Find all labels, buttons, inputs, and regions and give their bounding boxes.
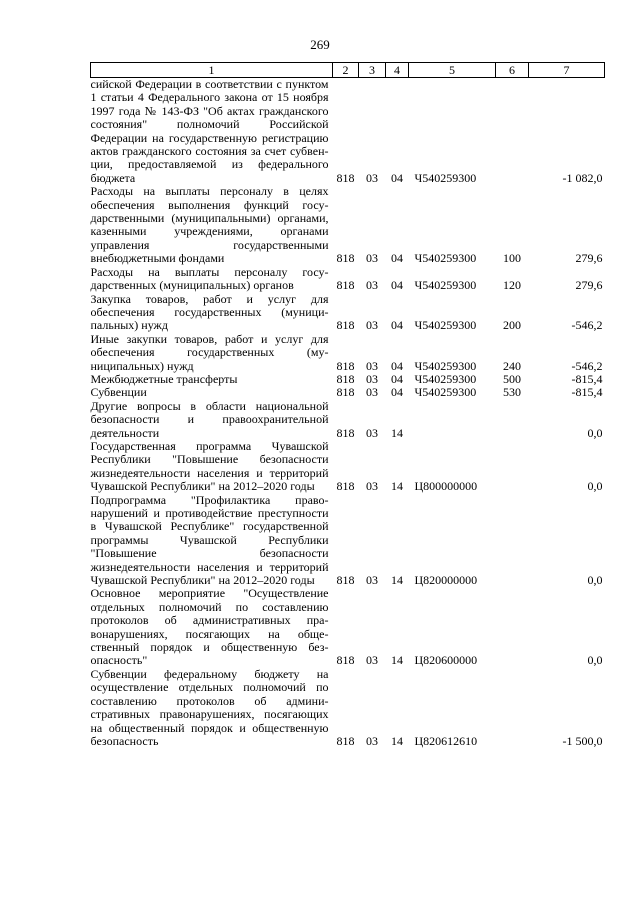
- row-ministry-code: 818: [336, 251, 355, 266]
- row-target-code: Ц820612610: [414, 733, 478, 748]
- row-section-code: 03: [366, 318, 378, 333]
- row-expense-type: 500: [503, 371, 521, 386]
- row-expense-type: 240: [503, 358, 521, 373]
- row-expense-type: 530: [503, 385, 521, 400]
- table-row: [91, 185, 605, 265]
- header-row: [91, 63, 605, 78]
- row-expense-type: [496, 587, 529, 667]
- row-subsection-code: 14: [391, 573, 403, 588]
- row-subsection-code: 14: [391, 479, 403, 494]
- row-subsection-code: 04: [391, 170, 403, 185]
- row-section-code: 03: [366, 278, 378, 293]
- row-section-code: 03: [366, 170, 378, 185]
- row-target-code: Ц820000000: [414, 573, 478, 588]
- row-section-code: 03: [366, 371, 378, 386]
- row-section-code: 03: [366, 653, 378, 668]
- header-col-6: 6: [496, 63, 529, 78]
- row-subsection-code: 04: [391, 318, 403, 333]
- table-row: [91, 386, 605, 399]
- row-amount: 0,0: [587, 573, 603, 588]
- row-subsection-code: 14: [391, 425, 403, 440]
- row-target-code: Ч540259300: [414, 251, 477, 266]
- row-expense-type: 100: [503, 251, 521, 266]
- row-ministry-code: 818: [336, 573, 355, 588]
- row-amount: 0,0: [587, 653, 603, 668]
- row-expense-type: [496, 78, 529, 186]
- row-target-code: Ч540259300: [414, 385, 477, 400]
- row-ministry-code: 818: [336, 371, 355, 386]
- row-ministry-code: 818: [336, 358, 355, 373]
- table-row: [91, 266, 605, 293]
- row-target-code: Ц820600000: [414, 653, 478, 668]
- row-expense-type: [496, 400, 529, 440]
- row-expense-type: 200: [503, 318, 521, 333]
- row-name: Субвенции федеральному бюджету на осуществление отдельных полномочий по составлению протоколов об административных правонарушениях, посягающих на общественный порядок и общественную безопасность: [90, 666, 329, 748]
- table-row: [91, 400, 605, 440]
- row-expense-type: 120: [503, 278, 521, 293]
- row-name: Подпрограмма "Профилактика правонарушений и противодействие преступности в Чувашской Республике" государственной программы Чувашской Республики "Повышение безопасности жизнедеятельности населения и территорий Чувашской Республики" на 2012–2020 годы: [90, 492, 329, 588]
- table-row: [91, 668, 605, 748]
- row-amount: 279,6: [575, 251, 603, 266]
- row-target-code: Ч540259300: [414, 170, 477, 185]
- row-amount: 0,0: [587, 479, 603, 494]
- row-ministry-code: 818: [336, 653, 355, 668]
- table-header: [91, 63, 605, 78]
- row-amount: 279,6: [575, 278, 603, 293]
- header-col-2: 2: [333, 63, 359, 78]
- row-name: Субвенции: [90, 385, 147, 400]
- row-expense-type: [496, 668, 529, 748]
- row-name: Межбюджетные трансферты: [90, 371, 238, 386]
- row-name: Расходы на выплаты персоналу в целях обеспечения выполнения функций государственными (муниципальными) органами, казенными учреждениями, органами управления государственными внебюджетными фондами: [90, 184, 329, 266]
- row-section-code: 03: [366, 385, 378, 400]
- row-ministry-code: 818: [336, 425, 355, 440]
- row-section-code: 03: [366, 425, 378, 440]
- row-subsection-code: 04: [391, 371, 403, 386]
- row-ministry-code: 818: [336, 278, 355, 293]
- table-body: [91, 78, 605, 749]
- row-section-code: 03: [366, 573, 378, 588]
- row-ministry-code: 818: [336, 170, 355, 185]
- row-expense-type: [496, 494, 529, 588]
- row-subsection-code: 14: [391, 733, 403, 748]
- row-expense-type: [496, 440, 529, 494]
- budget-table: [90, 62, 605, 748]
- row-subsection-code: 04: [391, 358, 403, 373]
- table-row: [91, 373, 605, 386]
- page-number: 269: [310, 37, 330, 52]
- row-ministry-code: 818: [336, 479, 355, 494]
- row-ministry-code: 818: [336, 733, 355, 748]
- table-row: [91, 587, 605, 667]
- row-amount: -815,4: [571, 385, 603, 400]
- row-amount: -815,4: [571, 371, 603, 386]
- row-ministry-code: 818: [336, 318, 355, 333]
- row-name: Государственная программа Чувашской Республики "Повышение безопасности жизнедеятельности населения и территорий Чувашской Республики" на 2012–2020 годы: [90, 438, 329, 494]
- row-amount: -1 500,0: [562, 733, 603, 748]
- table-row: [91, 440, 605, 494]
- row-section-code: 03: [366, 358, 378, 373]
- row-name: Другие вопросы в области национальной безопасности и правоохранительной деятельности: [90, 398, 329, 440]
- row-target-code: Ч540259300: [414, 371, 477, 386]
- row-amount: -546,2: [571, 318, 603, 333]
- table-row: [91, 494, 605, 588]
- row-name: Закупка товаров, работ и услуг для обеспечения государственных (муниципальных) нужд: [90, 291, 329, 333]
- row-name: сийской Федерации в соответствии с пунктом 1 статьи 4 Федерального закона от 15 ноября 1997 года № 143-ФЗ "Об актах гражданского состояния" полномочий Российской Федерации на государственную регистрацию актов гражданского состояния за счет субвенции, предоставляемой из федерального бюджета: [90, 77, 329, 185]
- row-amount: -1 082,0: [562, 170, 603, 185]
- row-subsection-code: 04: [391, 251, 403, 266]
- row-ministry-code: 818: [336, 385, 355, 400]
- row-amount: -546,2: [571, 358, 603, 373]
- header-col-7: 7: [529, 63, 605, 78]
- row-target-code: Ч540259300: [414, 318, 477, 333]
- row-target-code: Ц800000000: [414, 479, 478, 494]
- row-target-code: Ч540259300: [414, 358, 477, 373]
- header-col-4: 4: [386, 63, 409, 78]
- header-col-5: 5: [409, 63, 496, 78]
- row-subsection-code: 04: [391, 278, 403, 293]
- row-name: Иные закупки товаров, работ и услуг для обеспечения государственных (муниципальных) нужд: [90, 331, 329, 373]
- header-col-3: 3: [359, 63, 386, 78]
- row-subsection-code: 04: [391, 385, 403, 400]
- table-row: [91, 78, 605, 186]
- table-row: [91, 293, 605, 333]
- row-section-code: 03: [366, 479, 378, 494]
- row-section-code: 03: [366, 733, 378, 748]
- row-section-code: 03: [366, 251, 378, 266]
- row-name: Расходы на выплаты персоналу государственных (муниципальных) органов: [90, 264, 329, 293]
- row-amount: 0,0: [587, 425, 603, 440]
- row-target-code: Ч540259300: [414, 278, 477, 293]
- row-subsection-code: 14: [391, 653, 403, 668]
- row-name: Основное мероприятие "Осуществление отдельных полномочий по составлению протоколов об административных правонарушениях, посягающих на общественный порядок и общественную безопасность": [90, 586, 329, 668]
- table-row: [91, 333, 605, 373]
- header-col-1: 1: [91, 63, 333, 78]
- row-target-code: [409, 400, 496, 440]
